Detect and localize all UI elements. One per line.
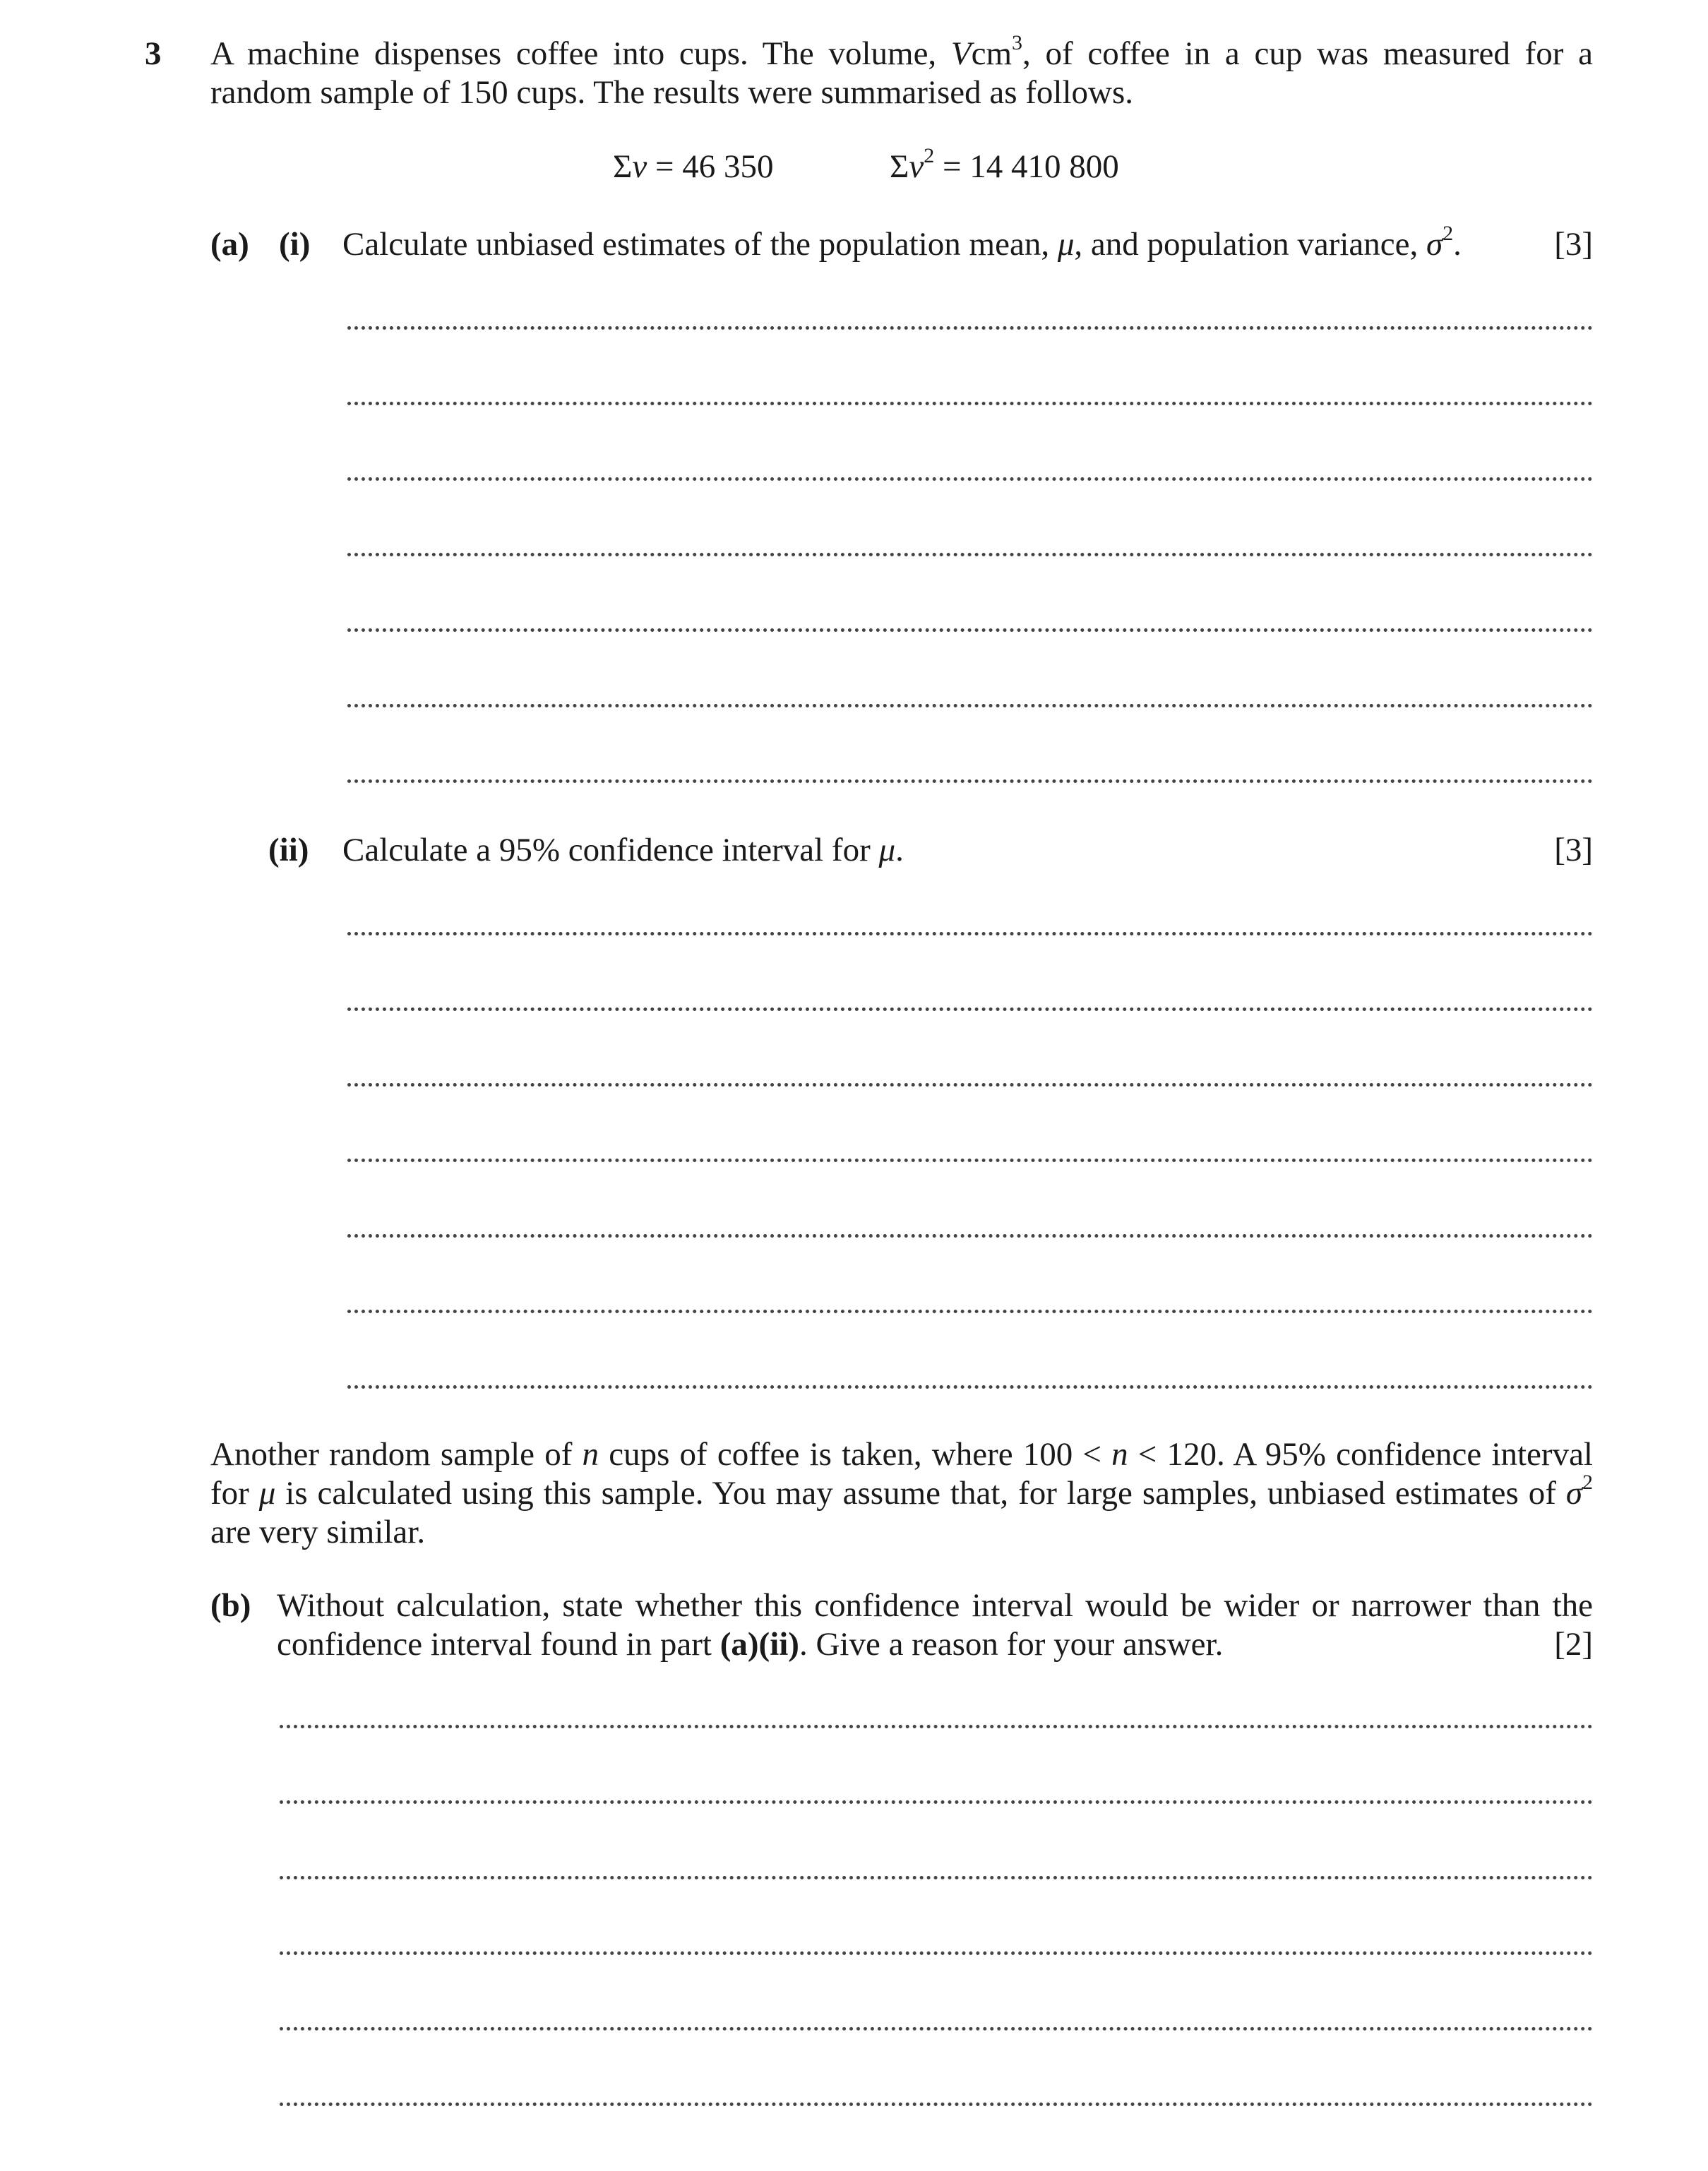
sigma-symbol: Σ	[890, 148, 909, 185]
volume-unit: cm	[971, 35, 1013, 72]
sigma-symbol: σ	[1426, 226, 1443, 263]
n-variable: n	[582, 1436, 599, 1473]
part-b-marks: [2]	[1554, 1626, 1593, 1663]
sum-v-value: = 46 350	[647, 148, 774, 185]
answer-line[interactable]	[347, 779, 1593, 783]
part-a-ii-text-b: .	[895, 832, 904, 868]
answer-line[interactable]	[347, 1310, 1593, 1313]
volume-unit-exponent: 3	[1012, 31, 1023, 55]
answer-line[interactable]	[280, 1951, 1593, 1955]
part-a-i-label: (i)	[279, 226, 311, 263]
answer-line[interactable]	[347, 1007, 1593, 1011]
part-a-i-question	[342, 222, 1462, 264]
answer-line[interactable]	[280, 2103, 1593, 2106]
part-a-ii-text-a: Calculate a 95% confidence interval for	[342, 832, 871, 868]
mu-symbol: μ	[258, 1475, 276, 1512]
stem-2-text-a: Another random sample of	[210, 1436, 573, 1473]
question-intro-line-2: random sample of 150 cups. The results were summarised as follows.	[210, 74, 1134, 111]
stem-2-line-2	[210, 1473, 1593, 1513]
n-variable: n	[1111, 1436, 1128, 1473]
part-a-label: (a)	[210, 226, 249, 263]
answer-line[interactable]	[347, 704, 1593, 707]
answer-line[interactable]	[347, 1159, 1593, 1162]
part-a-i-text-c: .	[1453, 226, 1462, 263]
v-squared-exponent: 2	[924, 144, 935, 168]
answer-line[interactable]	[347, 553, 1593, 556]
v-variable: v	[909, 148, 924, 185]
stem-2-line-1	[210, 1435, 1593, 1474]
part-a-i-text-a: Calculate unbiased estimates of the population mean,	[342, 226, 1050, 263]
stem-2-text-e: is calculated using this sample. You may assume that, for large samples, unbiased estimates of	[285, 1475, 1556, 1512]
answer-line[interactable]	[347, 326, 1593, 330]
part-a-i-text-b: , and population variance,	[1074, 226, 1419, 263]
answer-line[interactable]	[280, 2027, 1593, 2031]
part-b-text-b: . Give a reason for your answer.	[799, 1626, 1224, 1663]
volume-variable: V	[950, 35, 972, 72]
answer-line[interactable]	[347, 477, 1593, 481]
intro-text-a: A machine dispenses coffee into cups. The volume,	[210, 35, 937, 72]
stem-2-text-d: for	[210, 1475, 249, 1512]
answer-line[interactable]	[347, 402, 1593, 405]
sum-v2-formula	[890, 144, 1119, 186]
stem-2-line-3: are very similar.	[210, 1514, 426, 1550]
answer-line[interactable]	[347, 1083, 1593, 1087]
part-b-question-line-2	[277, 1625, 1223, 1664]
intro-text-b: , of coffee in a cup was measured for a	[1022, 35, 1594, 72]
sigma-symbol: Σ	[613, 148, 633, 185]
mu-symbol: μ	[878, 832, 896, 868]
answer-line[interactable]	[347, 1234, 1593, 1238]
answer-line[interactable]	[280, 1876, 1593, 1879]
stem-2-text-b: cups of coffee is taken, where 100 <	[609, 1436, 1101, 1473]
part-b-label: (b)	[210, 1587, 251, 1624]
part-b-question-line-1: Without calculation, state whether this confidence interval would be wider or narrower than the	[277, 1587, 1593, 1624]
sigma-symbol: σ	[1565, 1475, 1583, 1512]
part-a-ii-marks: [3]	[1554, 832, 1593, 868]
part-a-ii-question	[342, 830, 904, 870]
question-number: 3	[145, 35, 162, 72]
sum-v-formula	[613, 147, 774, 186]
stem-2-text-c: < 120. A 95% confidence interval	[1137, 1436, 1593, 1473]
answer-line[interactable]	[347, 1385, 1593, 1389]
sigma-exponent: 2	[1582, 1471, 1594, 1495]
part-b-text-a: confidence interval found in part	[277, 1626, 712, 1663]
v-variable: v	[632, 148, 647, 185]
part-reference: (a)(ii)	[719, 1626, 799, 1663]
answer-line[interactable]	[347, 932, 1593, 935]
answer-line[interactable]	[280, 1725, 1593, 1728]
answer-line[interactable]	[347, 628, 1593, 632]
sigma-exponent: 2	[1443, 222, 1454, 246]
mu-symbol: μ	[1057, 226, 1075, 263]
part-a-ii-label: (ii)	[268, 832, 309, 868]
sum-v2-value: = 14 410 800	[934, 148, 1119, 185]
part-a-i-marks: [3]	[1554, 226, 1593, 263]
answer-line[interactable]	[280, 1800, 1593, 1804]
question-intro-line-1	[210, 31, 1594, 73]
